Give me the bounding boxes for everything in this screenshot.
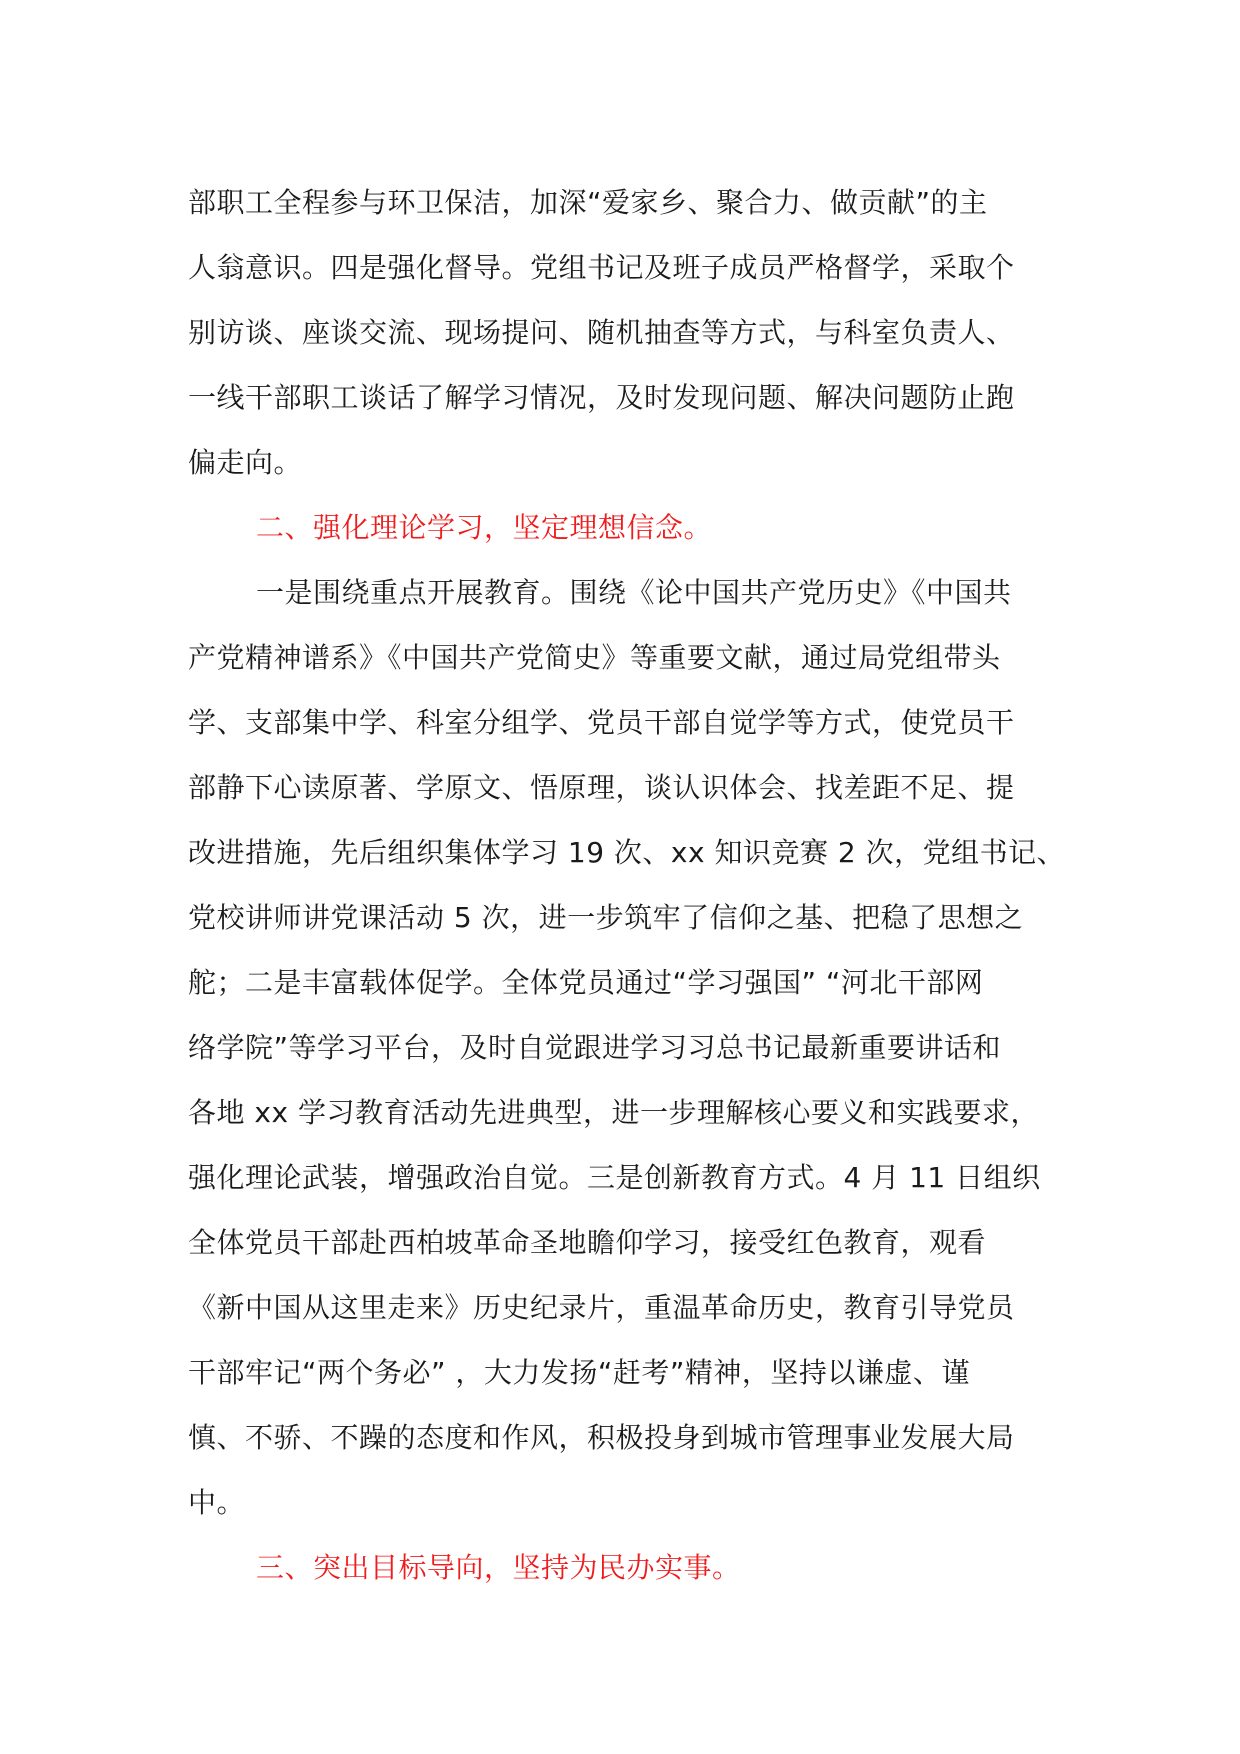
body-line: 党校讲师讲党课活动 5 次，进一步筑牢了信仰之基、把稳了思想之 <box>188 901 1024 934</box>
body-line: 各地 xx 学习教育活动先进典型，进一步理解核心要义和实践要求， <box>188 1096 1039 1129</box>
section-heading-3: 三、突出目标导向，坚持为民办实事。 <box>256 1551 741 1584</box>
body-line: 《新中国从这里走来》历史纪录片，重温革命历史，教育引导党员 <box>188 1291 1015 1324</box>
body-line: 一线干部职工谈话了解学习情况，及时发现问题、解决问题防止跑 <box>188 381 1015 414</box>
body-line: 部职工全程参与环卫保洁，加深“爱家乡、聚合力、做贡献”的主 <box>188 186 988 219</box>
body-line: 改进措施，先后组织集体学习 19 次、xx 知识竞赛 2 次，党组书记、 <box>188 836 1066 869</box>
body-line: 强化理论武装，增强政治自觉。三是创新教育方式。4 月 11 日组织 <box>188 1161 1041 1194</box>
body-line: 慎、不骄、不躁的态度和作风，积极投身到城市管理事业发展大局 <box>188 1421 1015 1454</box>
body-line: 干部牢记“两个务必” ，大力发扬“赶考”精神，坚持以谦虚、谨 <box>188 1356 970 1389</box>
body-line: 产党精神谱系》《中国共产党简史》等重要文献，通过局党组带头 <box>188 641 1001 674</box>
body-line: 人翁意识。四是强化督导。党组书记及班子成员严格督学，采取个 <box>188 251 1015 284</box>
document-page <box>188 170 1066 1600</box>
body-line: 别访谈、座谈交流、现场提问、随机抽查等方式，与科室负责人、 <box>188 316 1015 349</box>
paragraph-start-line: 一是围绕重点开展教育。围绕《论中国共产党历史》《中国共 <box>256 576 1012 609</box>
body-line: 偏走向。 <box>188 446 303 479</box>
section-heading-2: 二、强化理论学习，坚定理想信念。 <box>256 511 713 544</box>
body-line: 学、支部集中学、科室分组学、党员干部自觉学等方式，使党员干 <box>188 706 1015 739</box>
body-line: 络学院”等学习平台，及时自觉跟进学习习总书记最新重要讲话和 <box>188 1031 1002 1064</box>
body-line: 中。 <box>188 1486 246 1519</box>
body-line: 舵；二是丰富载体促学。全体党员通过“学习强国” “河北干部网 <box>188 966 984 999</box>
body-line: 全体党员干部赴西柏坡革命圣地瞻仰学习，接受红色教育，观看 <box>188 1226 987 1259</box>
body-line: 部静下心读原著、学原文、悟原理，谈认识体会、找差距不足、提 <box>188 771 1015 804</box>
